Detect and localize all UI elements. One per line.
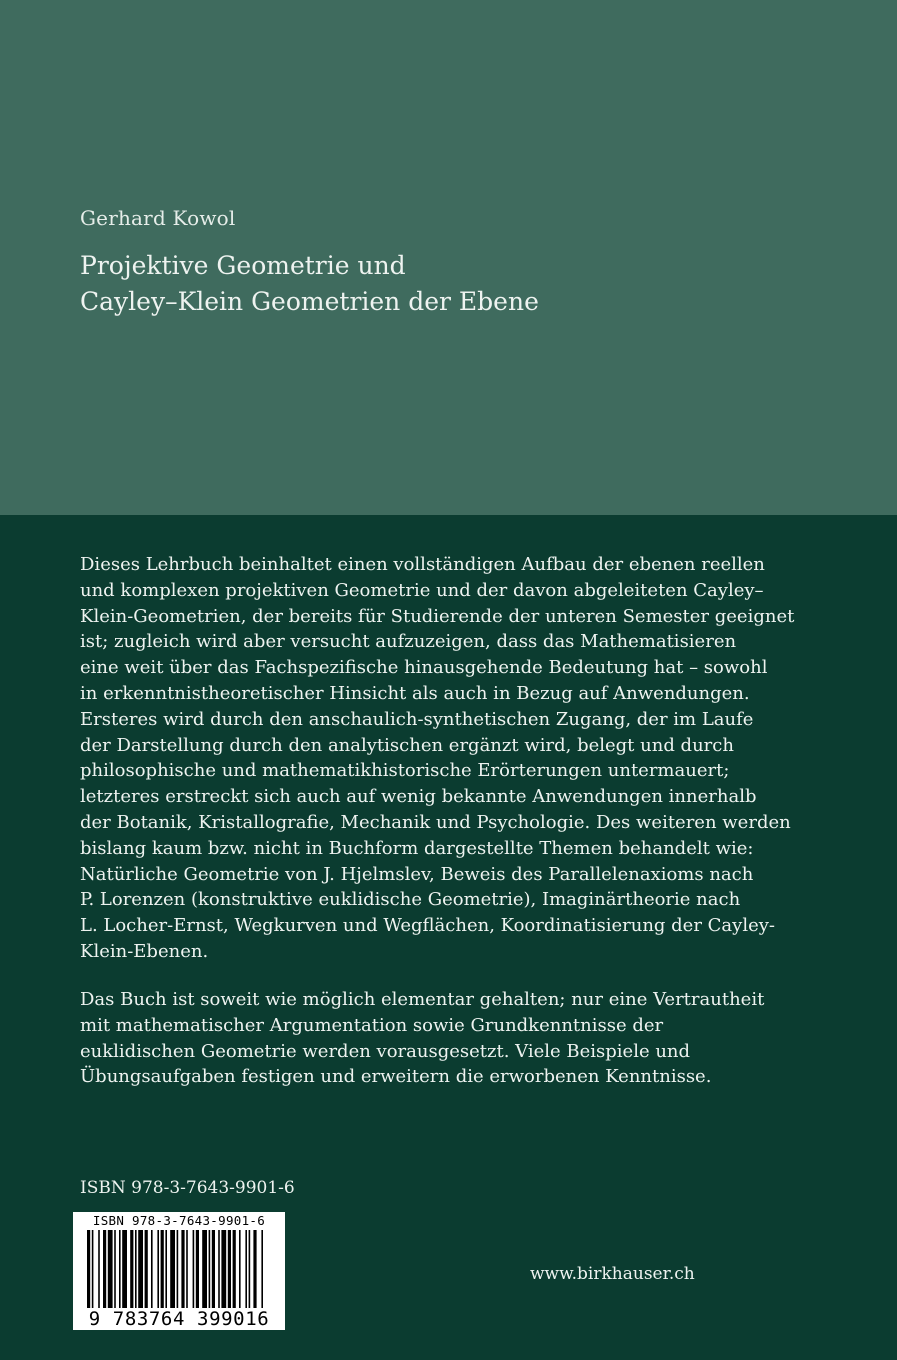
barcode-bar [218, 1230, 220, 1312]
blurb-line: Klein-Geometrien, der bereits für Studierende der unteren Semester geeignet [80, 605, 795, 627]
blurb-line: mit mathematischer Argumentation sowie Grundkenntnisse der [80, 1014, 664, 1036]
barcode-bar [196, 1230, 199, 1312]
barcode-bar [108, 1230, 113, 1312]
barcode-bar [170, 1230, 175, 1312]
publisher-website: www.birkhauser.ch [530, 1264, 695, 1284]
barcode-bar [249, 1230, 251, 1312]
barcode-bar [245, 1230, 247, 1312]
blurb-line: letzteres erstreckt sich auch auf wenig bekannte Anwendungen innerhalb [80, 786, 757, 808]
blurb-line: der Darstellung durch den analytischen ergänzt wird, belegt und durch [80, 734, 734, 756]
blurb-line: Dieses Lehrbuch beinhaltet einen vollständigen Aufbau der ebenen reellen [80, 554, 765, 575]
blurb-line: der Botanik, Kristallografie, Mechanik und Psychologie. Des weiteren werden [80, 811, 791, 833]
barcode-bar [239, 1230, 241, 1312]
barcode-bar [130, 1230, 133, 1312]
barcode-bar [165, 1230, 167, 1312]
barcode-bar [103, 1230, 106, 1312]
blurb-line: philosophische und mathematikhistorische Erörterungen untermauert; [80, 760, 730, 782]
barcode-bar [138, 1230, 143, 1312]
barcode-bar [122, 1230, 127, 1312]
barcode-bar [202, 1230, 207, 1312]
blurb-paragraph-2 [80, 987, 800, 1090]
blurb-line: bislang kaum bzw. nicht in Buchform dargestellte Themen behandelt wie: [80, 837, 754, 859]
author-name: Gerhard Kowol [80, 206, 236, 230]
isbn-label: ISBN 978-3-7643-9901-6 [80, 1178, 295, 1198]
barcode-isbn-text: ISBN 978-3-7643-9901-6 [92, 1213, 266, 1228]
barcode-bar [221, 1230, 226, 1312]
barcode-bar [253, 1230, 256, 1312]
barcode-bar [161, 1230, 164, 1312]
blurb-line: Übungsaufgaben festigen und erweitern die erworbenen Kenntnisse. [80, 1066, 712, 1088]
barcode-bar [261, 1230, 263, 1312]
barcode-bar [186, 1230, 188, 1312]
blurb-line: Das Buch ist soweit wie möglich elementar gehalten; nur eine Vertrautheit [80, 989, 765, 1010]
barcode-bar [209, 1230, 211, 1312]
blurb-line: L. Locher-Ernst, Wegkurven und Wegflächen, Koordinatisierung der Cayley- [80, 915, 775, 937]
book-title-line-2: Cayley–Klein Geometrien der Ebene [80, 287, 539, 316]
barcode-bar [157, 1230, 159, 1312]
barcode-bar [119, 1230, 121, 1312]
isbn-barcode [73, 1212, 285, 1330]
barcode-bar [98, 1230, 100, 1312]
book-title-line-1: Projektive Geometrie und [80, 251, 406, 280]
barcode-digits: 9 783764 399016 [73, 1308, 285, 1330]
barcode-bar [151, 1230, 153, 1312]
barcode-bar [87, 1230, 90, 1312]
barcode-bar [228, 1230, 231, 1312]
blurb-line: ist; zugleich wird aber versucht aufzuzeigen, dass das Mathematisieren [80, 631, 737, 653]
blurb-line: euklidischen Geometrie werden vorausgesetzt. Viele Beispiele und [80, 1040, 691, 1062]
blurb-line: Natürliche Geometrie von J. Hjelmslev, Beweis des Parallelenaxioms nach [80, 863, 754, 885]
barcode-bars [73, 1230, 285, 1312]
barcode-bar [92, 1230, 94, 1312]
barcode-bar [212, 1230, 215, 1312]
barcode-bar [114, 1230, 116, 1312]
barcode-bar [177, 1230, 179, 1312]
barcode-bar [135, 1230, 137, 1312]
book-title [80, 248, 539, 320]
blurb-line: in erkenntnistheoretischer Hinsicht als auch in Bezug auf Anwendungen. [80, 682, 750, 704]
barcode-bar [181, 1230, 184, 1312]
barcode-bar [233, 1230, 236, 1312]
barcode-bar [145, 1230, 148, 1312]
blurb-line: Klein-Ebenen. [80, 940, 209, 962]
barcode-bar [193, 1230, 195, 1312]
blurb-line: eine weit über das Fachspezifische hinausgehende Bedeutung hat – sowohl [80, 657, 768, 679]
blurb-line: P. Lorenzen (konstruktive euklidische Geometrie), Imaginärtheorie nach [80, 889, 741, 911]
blurb-line: Ersteres wird durch den anschaulich-synthetischen Zugang, der im Laufe [80, 708, 754, 730]
blurb-line: und komplexen projektiven Geometrie und der davon abgeleiteten Cayley– [80, 579, 764, 601]
blurb-paragraph-1 [80, 552, 800, 965]
